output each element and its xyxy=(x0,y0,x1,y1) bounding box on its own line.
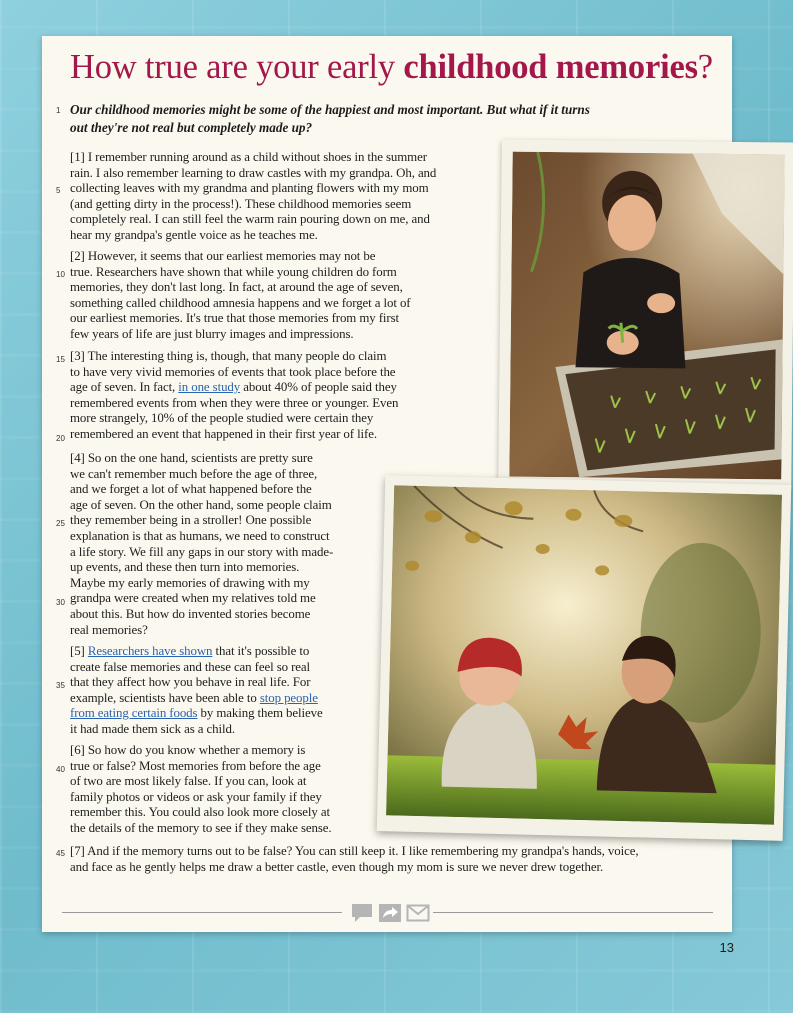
stop-people-link[interactable]: stop people xyxy=(259,690,318,705)
share-icon[interactable] xyxy=(378,902,402,929)
line-number: 20 xyxy=(56,434,65,443)
comment-icon[interactable] xyxy=(350,902,374,929)
paragraph-5: [5] Researchers have shown that it's possible to create false memories and these can feel so real that they affect how you behave in real life. For example, scientists have been able to stop people from eating certain foods by making them believe it had made them sick as a child. xyxy=(70,644,323,736)
line-number: 1 xyxy=(56,106,61,115)
share-icons xyxy=(350,902,430,924)
line-number: 25 xyxy=(56,519,65,528)
in-one-study-link[interactable]: in one study xyxy=(178,380,241,395)
article-title: How true are your early childhood memories? xyxy=(70,48,713,86)
line-number: 45 xyxy=(56,849,65,858)
line-number: 10 xyxy=(56,270,65,279)
footer-rule-right xyxy=(433,912,713,913)
article-intro: Our childhood memories might be some of the happiest and most important. But what if it turns out they're not real but completely made up? xyxy=(70,102,590,135)
photo-boy-planting xyxy=(498,139,793,490)
line-number: 35 xyxy=(56,681,65,690)
footer-rule-left xyxy=(62,912,342,913)
line-number: 30 xyxy=(56,598,65,607)
paragraph-7: [7] And if the memory turns out to be false? You can still keep it. I like remembering my grandpa's hands, voice, and face as he gently helps me draw a better castle, even though my mom is sure we never drew together. xyxy=(70,844,639,874)
paragraph-4: [4] So on the one hand, scientists are pretty sure we can't remember much before the age of three, and we forget a lot of what happened before the age of seven. On the other hand, some people claim they remember being in a stroller! One possible explanation is that as humans, we need to construct a life story. We fill any gaps in our story with made- up events, and these then turn into memories. Maybe my early memories of drawing with my grandpa were created when my relatives told me about this. But how do invented stories become real memories? xyxy=(70,451,334,637)
photo-boy-planting-image xyxy=(509,152,784,480)
researchers-have-shown-link[interactable]: Researchers have shown xyxy=(87,644,213,658)
line-number: 40 xyxy=(56,765,65,774)
paragraph-3: [3] The interesting thing is, though, that many people do claim to have very vivid memories of events that took place before the age of seven. In fact, in one study about 40% of people said they remembered events from when they were three or younger. Even more strangely, 10% of the people studied were certain they remembered an event that happened in their first year of life. xyxy=(70,349,399,441)
line-number: 5 xyxy=(56,186,61,195)
photo-child-and-adult-image xyxy=(386,485,782,824)
line-number: 15 xyxy=(56,355,65,364)
page-number: 13 xyxy=(719,940,734,955)
paragraph-2: [2] However, it seems that our earliest memories may not be true. Researchers have shown that while young children do form memories, they don't last long. In fact, at around the age of seven, something called childhood amnesia happens and we forget a lot of our earliest memories. It's true that those memories from my first few years of life are just blurry images and impressions. xyxy=(70,249,411,341)
paragraph-1: [1] I remember running around as a child without shoes in the summer rain. I also remember learning to draw castles with my grandpa. Oh, and collecting leaves with my grandma and planting flowers with my mom (and getting dirty in the process!). These childhood memories seem completely real. I can still feel the warm rain pouring down on me, and hear my grandpa's gentle voice as he teaches me. xyxy=(70,150,437,242)
mail-icon[interactable] xyxy=(406,902,430,929)
photo-child-and-adult xyxy=(377,475,792,841)
from-eating-certain-foods-link[interactable]: from eating certain foods xyxy=(70,706,198,721)
paragraph-6: [6] So how do you know whether a memory is true or false? Most memories from before the age of two are most likely false. If you can, look at family photos or videos or ask your family if they remember this. You could also look more closely at the details of the memory to see if they make sense. xyxy=(70,743,332,835)
